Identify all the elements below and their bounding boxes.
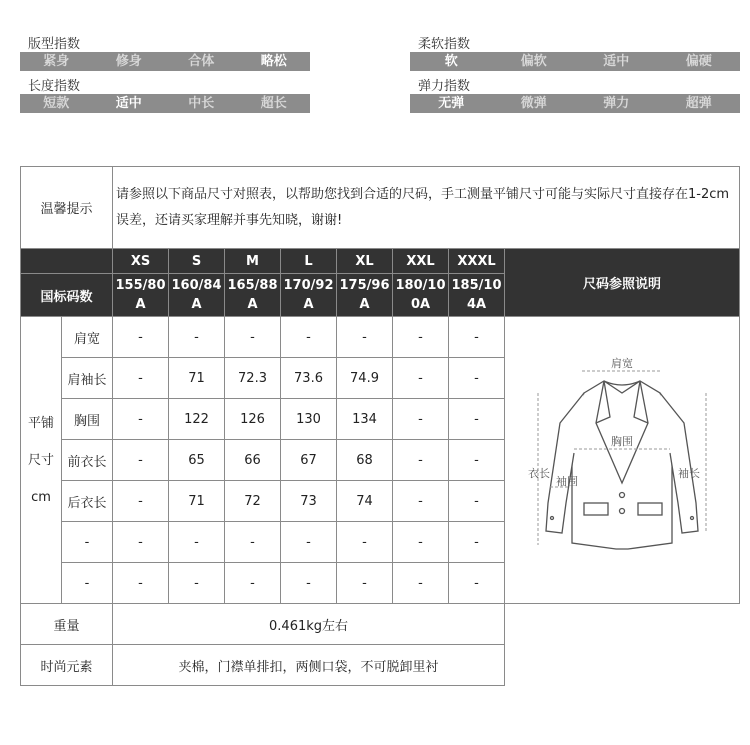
measurement-name: 胸围 [62, 399, 113, 440]
measurement-value: 74.9 [337, 358, 393, 399]
jacket-outline [546, 381, 701, 549]
tip-text: 请参照以下商品尺寸对照表，以帮助您找到合适的尺码，手工测量平铺尺寸可能与实际尺寸直接存在1-2cm误差，还请买家理解并事先知晓，谢谢! [113, 167, 740, 249]
softness-gauge-label: 柔软指数 [418, 37, 471, 52]
national-code: 180/100A [393, 274, 449, 317]
gauge-option: 合体 [188, 54, 215, 69]
style-label: 时尚元素 [21, 645, 113, 686]
measurement-value: 68 [337, 440, 393, 481]
size-header-row [21, 249, 740, 274]
length-gauge [20, 94, 310, 113]
measurement-value: - [393, 399, 449, 440]
reference-label: 尺码参照说明 [505, 249, 740, 317]
measurement-value: - [281, 563, 337, 604]
measurement-value: 72.3 [225, 358, 281, 399]
gauge-option: 偏硬 [685, 54, 712, 69]
size-label: S [169, 249, 225, 274]
size-label: M [225, 249, 281, 274]
gauge-option: 短款 [43, 96, 70, 111]
softness-gauge [410, 52, 740, 71]
measurement-value: 73.6 [281, 358, 337, 399]
measurement-value: - [449, 317, 505, 358]
measurement-value: - [337, 563, 393, 604]
measurement-value: 71 [169, 481, 225, 522]
national-code: 185/104A [449, 274, 505, 317]
measurement-value: - [169, 563, 225, 604]
diagram-sleeve-label: 袖长 [678, 467, 701, 480]
measurement-value: 134 [337, 399, 393, 440]
tip-label: 温馨提示 [21, 167, 113, 249]
measurement-value: - [113, 358, 169, 399]
measurement-value: 126 [225, 399, 281, 440]
diagram-sleeve-circ-label: 袖围 [556, 475, 579, 488]
diagram-chest-label: 胸围 [611, 435, 634, 448]
measurement-value: - [281, 317, 337, 358]
jacket-diagram [522, 353, 722, 563]
size-label: XS [113, 249, 169, 274]
length-gauge-label: 长度指数 [28, 79, 81, 94]
measurement-value: - [449, 563, 505, 604]
gauge-option: 超弹 [685, 96, 712, 111]
weight-value: 0.461kg左右 [113, 604, 505, 645]
diagram-shoulder-label: 肩宽 [611, 357, 634, 370]
gauge-option: 无弹 [438, 96, 465, 111]
measurement-value: - [113, 317, 169, 358]
measurement-value: - [337, 522, 393, 563]
group-label-line: 尺寸 [27, 452, 54, 468]
measurement-value: - [169, 317, 225, 358]
measurement-value: 74 [337, 481, 393, 522]
national-code: 160/84A [169, 274, 225, 317]
national-label: 国标码数 [21, 274, 113, 317]
diagram-length-label: 衣长 [528, 467, 551, 480]
measurement-name: - [62, 563, 113, 604]
measurement-value: 65 [169, 440, 225, 481]
size-reference-illustration [505, 317, 740, 604]
measurement-value: - [393, 440, 449, 481]
measurement-value: - [393, 522, 449, 563]
measurement-value: - [393, 317, 449, 358]
measurement-value: 122 [169, 399, 225, 440]
measurement-value: - [449, 481, 505, 522]
header-blank [21, 249, 113, 274]
measurement-value: - [225, 317, 281, 358]
measurement-value: - [337, 317, 393, 358]
gauge-option: 中长 [188, 96, 215, 111]
measurement-value: 130 [281, 399, 337, 440]
measurement-value: 73 [281, 481, 337, 522]
measurement-value: 66 [225, 440, 281, 481]
measurement-name: 肩袖长 [62, 358, 113, 399]
measurement-value: 67 [281, 440, 337, 481]
style-value: 夹棉，门襟单排扣，两侧口袋，不可脱卸里衬 [113, 645, 505, 686]
measurement-name: - [62, 522, 113, 563]
gauge-option: 略松 [260, 54, 287, 69]
gauge-option: 软 [444, 54, 458, 69]
weight-label: 重量 [21, 604, 113, 645]
measurement-value: 71 [169, 358, 225, 399]
size-label: XL [337, 249, 393, 274]
national-code: 155/80A [113, 274, 169, 317]
measurement-value: - [169, 522, 225, 563]
gauge-option: 超长 [260, 96, 287, 111]
measurement-value: - [113, 399, 169, 440]
measurement-name: 肩宽 [62, 317, 113, 358]
measurement-value: - [113, 522, 169, 563]
measurement-value: - [225, 522, 281, 563]
national-code: 170/92A [281, 274, 337, 317]
measurement-value: - [281, 522, 337, 563]
weight-row [21, 604, 740, 645]
measurement-name: 前衣长 [62, 440, 113, 481]
group-label-line: 平铺 [27, 415, 54, 431]
measurement-value: - [393, 563, 449, 604]
measurement-value: - [449, 358, 505, 399]
gauge-option: 修身 [115, 54, 142, 69]
size-label: L [281, 249, 337, 274]
measurement-value: - [113, 440, 169, 481]
style-row [21, 645, 740, 686]
fit-gauge [20, 52, 310, 71]
measurement-value: 72 [225, 481, 281, 522]
national-code: 165/88A [225, 274, 281, 317]
gauge-option: 偏软 [520, 54, 547, 69]
measurement-value: - [449, 399, 505, 440]
group-label-line: cm [31, 489, 51, 505]
size-table [20, 166, 740, 686]
gauge-option: 微弹 [520, 96, 547, 111]
elasticity-gauge-label: 弹力指数 [418, 79, 471, 94]
measurement-value: - [225, 563, 281, 604]
measurement-value: - [449, 440, 505, 481]
table-row [21, 317, 740, 358]
gauge-option: 适中 [603, 54, 630, 69]
measurement-value: - [113, 481, 169, 522]
fit-gauge-label: 版型指数 [28, 37, 81, 52]
measurement-value: - [449, 522, 505, 563]
measurement-value: - [393, 358, 449, 399]
measurement-group-label [21, 317, 62, 604]
gauge-option: 紧身 [43, 54, 70, 69]
gauge-option: 适中 [115, 96, 142, 111]
size-label: XXL [393, 249, 449, 274]
measurement-name: 后衣长 [62, 481, 113, 522]
national-code: 175/96A [337, 274, 393, 317]
elasticity-gauge [410, 94, 740, 113]
measurement-value: - [113, 563, 169, 604]
gauge-option: 弹力 [603, 96, 630, 111]
size-label: XXXL [449, 249, 505, 274]
measurement-value: - [393, 481, 449, 522]
